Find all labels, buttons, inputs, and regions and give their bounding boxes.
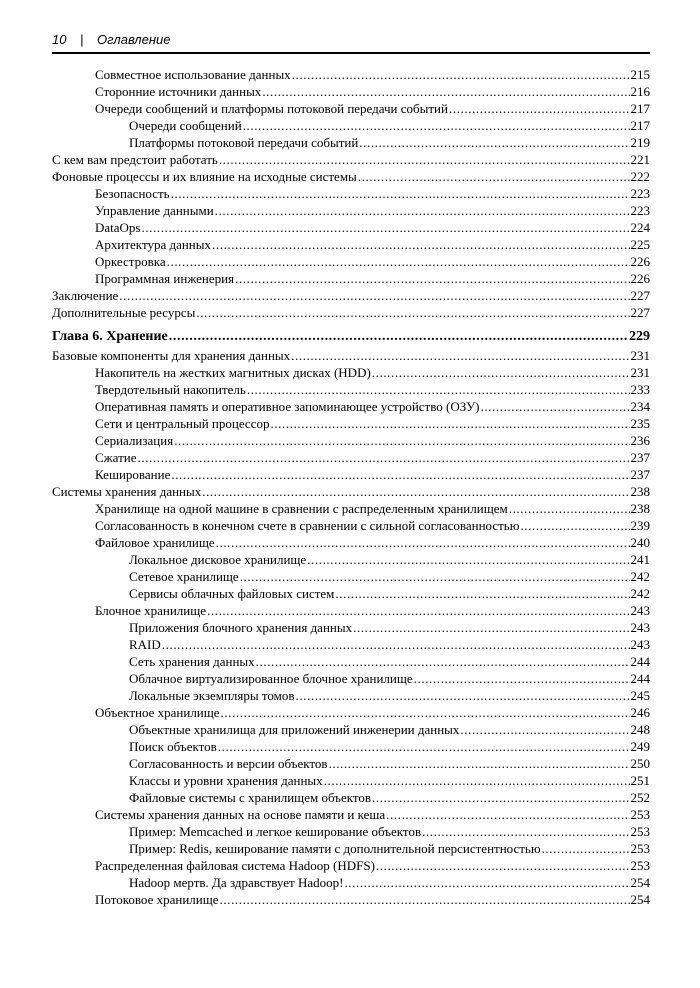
toc-entry-title: Сторонние источники данных [95,84,262,99]
toc-entry-title: Очереди сообщений [129,118,242,133]
toc-chapter-entry[interactable] [52,327,650,347]
dot-leader [329,755,630,772]
toc-entry[interactable] [52,270,650,287]
dot-leader [219,151,630,168]
toc-entry-page: 226 [630,254,650,269]
dot-leader [542,840,630,857]
toc-entry-title: Пример: Redis, кеширование памяти с дополнительной персистентностью [129,841,541,856]
toc-entry-title: RAID [129,637,161,652]
toc-entry-page: 248 [630,722,650,737]
dot-leader [240,568,630,585]
toc-entry-title: Пример: Memcached и легкое кеширование объектов [129,824,422,839]
dot-leader [207,602,629,619]
dot-leader [449,100,630,117]
toc-entry-title: Блочное хранилище [95,603,207,618]
dot-leader [353,619,629,636]
dot-leader [307,551,629,568]
toc-entry-page: 243 [630,603,650,618]
dot-leader [174,432,629,449]
toc-entry[interactable] [52,432,650,449]
running-title: Оглавление [97,32,171,47]
toc-entry[interactable] [52,755,650,772]
toc-entry[interactable] [52,500,650,517]
toc-entry-title: Системы хранения данных на основе памяти и кеша [95,807,386,822]
toc-entry-page: 250 [630,756,650,771]
toc-entry-page: 235 [630,416,650,431]
toc-entry[interactable] [52,168,650,185]
toc-entry-page: 223 [630,186,650,201]
toc-entry-title: Файловые системы с хранилищем объектов [129,790,372,805]
toc-entry[interactable] [52,483,650,500]
toc-entry-page: 249 [630,739,650,754]
toc-entry-page: 244 [630,654,650,669]
dot-leader [509,500,630,517]
toc-entry[interactable] [52,636,650,653]
toc-entry-title: Архитектура данных [95,237,212,252]
toc-entry-title: Платформы потоковой передачи событий [129,135,359,150]
toc-entry-title: Дополнительные ресурсы [52,305,196,320]
toc-entry-title: Классы и уровни хранения данных [129,773,323,788]
toc-entry[interactable] [52,219,650,236]
toc-entry-title: Сериализация [95,433,174,448]
toc-entry[interactable] [52,874,650,891]
toc-entry-title: Локальное дисковое хранилище [129,552,307,567]
toc-entry-page: 217 [630,101,650,116]
toc-entry-title: Локальные экземпляры томов [129,688,295,703]
toc-entry-page: 241 [630,552,650,567]
toc-entry-title: Объектное хранилище [95,705,220,720]
dot-leader [142,219,630,236]
toc-entry[interactable] [52,202,650,219]
dot-leader [220,891,630,908]
toc-entry-title: Hadoop мертв. Да здравствует Hadoop! [129,875,344,890]
toc-entry-page: 237 [630,450,650,465]
toc-entry-page: 223 [630,203,650,218]
toc-entry-page: 236 [630,433,650,448]
toc-entry-page: 227 [630,288,650,303]
toc-entry[interactable] [52,653,650,670]
toc-entry-page: 238 [630,484,650,499]
toc-entry-page: 240 [630,535,650,550]
dot-leader [171,466,629,483]
toc-entry-title: Потоковое хранилище [95,892,219,907]
toc-entry-title: Системы хранения данных [52,484,202,499]
toc-entry[interactable] [52,517,650,534]
toc-entry-page: 252 [630,790,650,805]
dot-leader [422,823,629,840]
toc-entry[interactable] [52,568,650,585]
toc-entry-page: 225 [630,237,650,252]
toc-entry-page: 243 [630,620,650,635]
toc-entry[interactable] [52,364,650,381]
dot-leader [386,806,629,823]
toc-entry-title: Файловое хранилище [95,535,215,550]
toc-entry-title: Управление данными [95,203,214,218]
dot-leader [216,534,630,551]
toc-entry[interactable] [52,304,650,321]
toc-entry[interactable] [52,449,650,466]
toc-entry-page: 227 [630,305,650,320]
toc-entry-title: Приложения блочного хранения данных [129,620,353,635]
toc-entry-title: Программная инженерия [95,271,235,286]
toc-entry[interactable] [52,253,650,270]
toc-entry-title: Хранилище на одной машине в сравнении с распределенным хранилищем [95,501,508,516]
toc-entry-page: 217 [630,118,650,133]
toc-entry[interactable] [52,551,650,568]
dot-leader [262,83,629,100]
dot-leader [215,202,630,219]
toc-entry-title: Глава 6. Хранение [52,329,168,344]
dot-leader [221,704,630,721]
dot-leader [256,653,630,670]
toc-entry-title: Объектные хранилища для приложений инженерии данных [129,722,460,737]
dot-leader [335,585,629,602]
table-of-contents [52,66,650,908]
toc-entry-title: Совместное использование данных [95,67,291,82]
toc-entry-title: Сервисы облачных файловых систем [129,586,335,601]
toc-entry[interactable] [52,772,650,789]
toc-entry-title: Заключение [52,288,119,303]
toc-entry-page: 226 [630,271,650,286]
toc-entry-page: 224 [630,220,650,235]
dot-leader [372,364,630,381]
toc-entry-title: С кем вам предстоит работать [52,152,218,167]
toc-entry-page: 243 [630,637,650,652]
dot-leader [520,517,629,534]
toc-entry-page: 233 [630,382,650,397]
toc-entry[interactable] [52,585,650,602]
toc-entry-title: Сеть хранения данных [129,654,255,669]
dot-leader [235,270,629,287]
toc-entry-title: Оперативная память и оперативное запоминающее устройство (ОЗУ) [95,399,480,414]
toc-entry-page: 231 [630,348,650,363]
toc-entry-page: 254 [630,892,650,907]
toc-entry[interactable] [52,738,650,755]
toc-entry[interactable] [52,287,650,304]
dot-leader [414,670,630,687]
dot-leader [212,236,629,253]
toc-entry-title: DataOps [95,220,141,235]
toc-entry[interactable] [52,687,650,704]
dot-leader [292,66,630,83]
toc-entry-title: Сети и центральный процессор [95,416,270,431]
dot-leader [119,287,629,304]
toc-entry-title: Твердотельный накопитель [95,382,246,397]
toc-entry[interactable] [52,857,650,874]
page-number: 10 [52,32,67,47]
toc-entry-title: Сетевое хранилище [129,569,239,584]
toc-entry[interactable] [52,100,650,117]
toc-entry-page: 237 [630,467,650,482]
toc-entry-title: Фоновые процессы и их влияние на исходные системы [52,169,357,184]
toc-entry-title: Кеширование [95,467,171,482]
dot-leader [270,415,629,432]
toc-entry[interactable] [52,398,650,415]
dot-leader [376,857,630,874]
header-separator: | [80,32,84,47]
toc-entry-page: 253 [630,807,650,822]
toc-entry-page: 222 [630,169,650,184]
toc-entry[interactable] [52,823,650,840]
toc-entry-page: 244 [630,671,650,686]
toc-entry[interactable] [52,619,650,636]
toc-entry-page: 242 [630,569,650,584]
toc-entry-title: Безопасность [95,186,170,201]
toc-entry-page: 253 [630,841,650,856]
toc-entry-page: 253 [630,858,650,873]
toc-entry-page: 239 [630,518,650,533]
toc-entry[interactable] [52,381,650,398]
toc-entry[interactable] [52,789,650,806]
toc-entry-title: Облачное виртуализированное блочное хранилище [129,671,413,686]
toc-entry-page: 246 [630,705,650,720]
toc-entry-title: Сжатие [95,450,137,465]
toc-entry[interactable] [52,721,650,738]
toc-entry[interactable] [52,83,650,100]
toc-entry-page: 234 [630,399,650,414]
dot-leader [196,304,629,321]
page-header [52,30,650,54]
toc-entry-title: Очереди сообщений и платформы потоковой передачи событий [95,101,448,116]
dot-leader [138,449,630,466]
toc-entry-page: 231 [630,365,650,380]
dot-leader [460,721,629,738]
toc-entry[interactable] [52,466,650,483]
dot-leader [372,789,629,806]
toc-entry-page: 238 [630,501,650,516]
toc-entry[interactable] [52,66,650,83]
toc-entry-title: Накопитель на жестких магнитных дисках (HDD) [95,365,371,380]
toc-entry-page: 219 [630,135,650,150]
toc-entry[interactable] [52,151,650,168]
toc-entry-title: Согласованность в конечном счете в сравнении с сильной согласованностью [95,518,520,533]
dot-leader [359,134,629,151]
toc-entry-page: 254 [630,875,650,890]
toc-entry-page: 242 [630,586,650,601]
toc-entry-page: 229 [629,329,650,344]
toc-entry[interactable] [52,670,650,687]
toc-entry-title: Согласованность и версии объектов [129,756,328,771]
dot-leader [324,772,630,789]
toc-entry-page: 245 [630,688,650,703]
toc-entry-page: 251 [630,773,650,788]
toc-entry[interactable] [52,236,650,253]
dot-leader [169,327,628,347]
dot-leader [171,185,630,202]
toc-entry[interactable] [52,602,650,619]
toc-entry[interactable] [52,704,650,721]
toc-entry[interactable] [52,415,650,432]
toc-entry[interactable] [52,134,650,151]
toc-entry-title: Поиск объектов [129,739,217,754]
toc-entry-page: 253 [630,824,650,839]
dot-leader [480,398,629,415]
dot-leader [202,483,629,500]
toc-entry-page: 216 [630,84,650,99]
dot-leader [167,253,630,270]
toc-entry[interactable] [52,185,650,202]
toc-entry[interactable] [52,534,650,551]
toc-entry-title: Распределенная файловая система Hadoop (HDFS) [95,858,375,873]
toc-entry[interactable] [52,840,650,857]
toc-entry[interactable] [52,806,650,823]
dot-leader [243,117,630,134]
dot-leader [218,738,630,755]
dot-leader [247,381,630,398]
toc-entry[interactable] [52,347,650,364]
toc-entry[interactable] [52,891,650,908]
toc-entry[interactable] [52,117,650,134]
toc-entry-title: Оркестровка [95,254,166,269]
dot-leader [291,347,629,364]
toc-entry-page: 215 [630,67,650,82]
dot-leader [296,687,630,704]
toc-entry-page: 221 [630,152,650,167]
dot-leader [162,636,630,653]
dot-leader [358,168,630,185]
toc-entry-title: Базовые компоненты для хранения данных [52,348,291,363]
dot-leader [344,874,629,891]
